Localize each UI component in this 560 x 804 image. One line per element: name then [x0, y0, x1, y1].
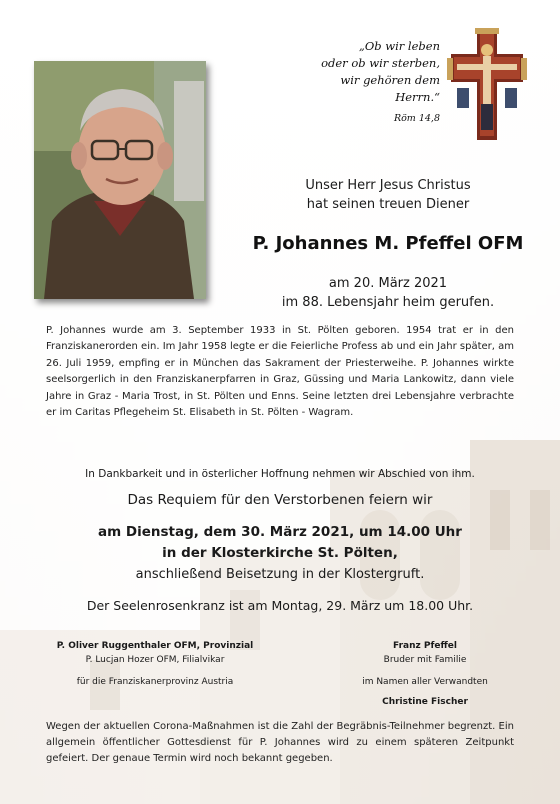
- quote-line: Herrn.“: [395, 90, 440, 104]
- burial-line: anschließend Beisetzung in der Klostergruft.: [135, 567, 425, 582]
- san-damiano-cross-icon: [447, 28, 527, 140]
- quote-line: wir gehören dem: [340, 73, 440, 87]
- deceased-name: P. Johannes M. Pfeffel OFM: [252, 233, 524, 254]
- signatory-name: P. Lucjan Hozer OFM, Filialvikar: [85, 655, 225, 665]
- quote-line: oder ob wir sterben,: [321, 56, 440, 70]
- signatory-group: im Namen aller Verwandten: [362, 677, 488, 687]
- rosary-line: Der Seelenrosenkranz ist am Montag, 29. März um 18.00 Uhr.: [86, 598, 474, 613]
- signatories-left: [40, 639, 270, 689]
- intro-text: [230, 176, 546, 214]
- signatory-relation: Bruder mit Familie: [383, 655, 467, 665]
- requiem-location-line: in der Klosterkirche St. Pölten,: [162, 545, 398, 561]
- death-date-line: am 20. März 2021: [328, 276, 448, 291]
- signatory-name: Franz Pfeffel: [393, 641, 457, 651]
- quote-line: „Ob wir leben: [358, 39, 440, 53]
- bible-quote: [300, 38, 440, 127]
- intro-line: hat seinen treuen Diener: [306, 197, 470, 212]
- biography-paragraph: P. Johannes wurde am 3. September 1933 in St. Pölten geboren. 1954 trat er in den Franziskanerorden ein. Im Jahr 1958 legte er die Feierliche Profess ab und ein Jahr später, am 26. Juli 1959, empfing er in München das Sakrament der Priesterweihe. P. Johannes wirkte seelsorgerlich in den Franziskanerpfarren in Graz, Güssing und Maria Lankowitz, dann viele Jahre in Graz - Maria Trost, in St. Pölten und Enns. Seine letzten drei Lebensjahre verbrachte er im Caritas Pflegeheim St. Elisabeth in St. Pölten - Wagram.: [46, 325, 514, 419]
- death-age-line: im 88. Lebensjahr heim gerufen.: [281, 295, 495, 310]
- quote-reference: Röm 14,8: [393, 113, 440, 124]
- thanks-line: In Dankbarkeit und in österlicher Hoffnung nehmen wir Abschied von ihm.: [85, 468, 475, 480]
- intro-line: Unser Herr Jesus Christus: [305, 178, 471, 193]
- signatory-name: P. Oliver Ruggenthaler OFM, Provinzial: [56, 641, 254, 651]
- portrait-photo: [34, 61, 206, 299]
- corona-notice-paragraph: Wegen der aktuellen Corona-Maßnahmen ist die Zahl der Begräbnis-Teilnehmer begrenzt. Ein allgemein öffentlicher Gottesdienst für P. Johannes wird zu einem späteren Zeitpunkt gefeiert. Der genaue Termin wird noch bekannt gegeben.: [46, 721, 514, 764]
- signatory-name: Christine Fischer: [382, 697, 468, 707]
- requiem-line: Das Requiem für den Verstorbenen feiern wir: [127, 492, 433, 508]
- death-date: [230, 274, 546, 312]
- signatories-right: [310, 639, 540, 709]
- requiem-date-line: am Dienstag, dem 30. März 2021, um 14.00 Uhr: [98, 524, 462, 540]
- signatory-group: für die Franziskanerprovinz Austria: [76, 677, 234, 687]
